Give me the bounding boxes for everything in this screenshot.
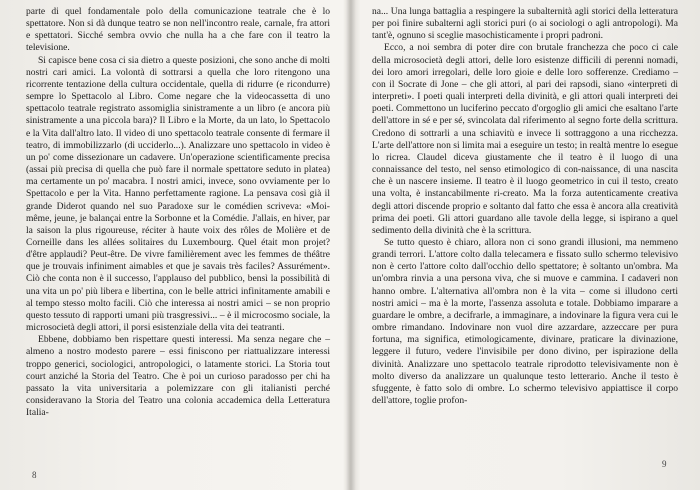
right-paragraph-2: Ecco, a noi sembra di poter dire con brutale franchezza che poco ci cale della microsocietà degli attori, delle loro esistenze difficili di perenni nomadi, dei loro amori irregolari, delle loro gioie e delle loro sofferenze. Crediamo – con il Socrate di Jone – che gli attori, al pari dei rapsodi, siano «interpreti di interpreti». I poeti quali interpreti della divinità, e gli attori quali interpreti dei poeti. Commettono un luciferino peccato d'orgoglio gli amici che esaltano l'arte dell'attore in sé e per sé, svincolata dal riferimento al segno forte della scrittura. Credono di sottrarli a una schiavitù e invece li sottraggono a una ricchezza. L'arte dell'attore non si limita mai a eseguire un testo; in realtà mentre lo esegue lo ricrea. Claudel diceva giustamente che il teatro è il luogo di una connaissance del testo, nel senso etimologico di con-naissance, di una nascita che è un nascere insieme. Il teatro è il luogo geometrico in cui il testo, creato una volta, è instancabilmente ri-creato. Ma la forza autenticamente creativa degli attori discende proprio e soltanto dal fatto che essa è ancora alla creatività prima dei poeti. Gli attori guardano alle tavole della legge, si ispirano a quel sedimento della divinità che è la scrittura. (372, 42, 678, 236)
right-page-text (372, 6, 678, 407)
left-paragraph-3: Ebbene, dobbiamo ben rispettare questi interessi. Ma senza negare che – almeno a nostro modesto parere – essi finiscono per riattualizzare interessi troppo generici, sociologici, antropologici, o latamente storici. La Storia tout court anziché la Storia del Teatro. Che è poi un curioso paradosso per chi ha passato la vita universitaria a polemizzare con gli italianisti perché consideravano la Storia del Teatro una colonia accademica della Letteratura Italia- (26, 334, 330, 419)
right-paragraph-3: Se tutto questo è chiaro, allora non ci sono grandi illusioni, ma nemmeno grandi terrori. L'attore colto dalla telecamera e fissato sullo schermo televisivo non è certo l'attore colto dall'occhio dello spettatore; è soltanto un'ombra. Ma un'ombra rinvia a una persona viva, che si muove e cammina. I cadaveri non hanno ombre. L'alternativa all'ombra non è la vita – come si illudono certi nostri amici – ma è la morte, l'assenza assoluta e totale. Dobbiamo imparare a guardare le ombre, a decifrarle, a immaginare, a indovinare la figura vera cui le ombre rimandano. Indovinare non vuol dire azzardare, azzeccare per pura fortuna, ma significa, etimologicamente, divinare, praticare la divinazione, leggere il futuro, vedere l'invisibile per dono divino, per ispirazione della divinità. Analizzare uno spettacolo teatrale riprodotto televisivamente non è molto diverso da analizzare un qualunque testo letterario. Anche il testo è sfuggente, è fatto solo di ombre. Lo schermo televisivo appiattisce il corpo dell'attore, toglie profon- (372, 236, 678, 406)
left-page-text (26, 6, 330, 419)
left-page (26, 6, 330, 484)
left-paragraph-2: Si capisce bene cosa ci sia dietro a queste posizioni, che sono anche di molti nostri cari amici. La volontà di sottrarsi a quella che loro ritengono una ricorrente tentazione della cultura occidentale, quella di ridurre (e ricondurre) sempre lo Spettacolo al Libro. Come negare che la videocassetta di uno spettacolo teatrale registrato assomiglia sinistramente a un libro (e ancora più sinistramente a una piccola bara)? Il Libro e la Morte, da un lato, lo Spettacolo e la Vita dall'altro lato. Il video di uno spettacolo teatrale consente di fermare il teatro, di immobilizzarlo (di ucciderlo...). Analizzare uno spettacolo in video è un po' come dissezionare un cadavere. Un'operazione scientificamente precisa (assai più precisa di quella che può fare il normale spettatore seduto in platea) ma certamente un po' macabra. I nostri amici, invece, sono ovviamente per lo Spettacolo e per la Vita. Hanno perfettamente ragione. La pensava così già il grande Diderot quando nel suo Paradoxe sur le comédien scriveva: «Moi-même, jeune, je balançai entre la Sorbonne et la Comédie. J'allais, en hiver, par la saison la plus rigoureuse, réciter à haute voix des rôles de Molière et de Corneille dans les allées solitaires du Luxembourg. Quel était mon projet? d'être applaudi? Peut-être. De vivre familièrement avec les femmes de théâtre que je trouvais infiniment aimables et que je savais très faciles? Assurément». Ciò che conta non è il successo, l'applauso del pubblico, bensì la possibilità di una vita un po' più libera e libertina, con le belle attrici infinitamente amabili e al tempo stesso molto facili. Ciò che interessa ai nostri amici – se non proprio questo tessuto di rapporti umani più trasgressivi... – è il microcosmo sociale, la microsocietà degli attori, il porsi esistenziale della vita dei teatranti. (26, 54, 330, 334)
right-page (372, 6, 678, 484)
right-paragraph-1: na... Una lunga battaglia a respingere la subalternità agli storici della letteratura per poi finire subalterni agli storici puri (o ai sociologi o agli antropologi). Ma tant'è, ognuno si sceglie masochisticamente i propri padroni. (372, 6, 678, 42)
right-page-number: 9 (662, 459, 667, 469)
left-page-number: 8 (32, 470, 37, 480)
left-paragraph-1: parte di quel fondamentale polo della comunicazione teatrale che è lo spettatore. Non si dà dunque teatro se non nell'incontro reale, carnale, fra attori e spettatori. Sicché sembra ovvio che nulla ha a che fare con il teatro la televisione. (26, 6, 330, 54)
book-gutter (346, 0, 356, 490)
